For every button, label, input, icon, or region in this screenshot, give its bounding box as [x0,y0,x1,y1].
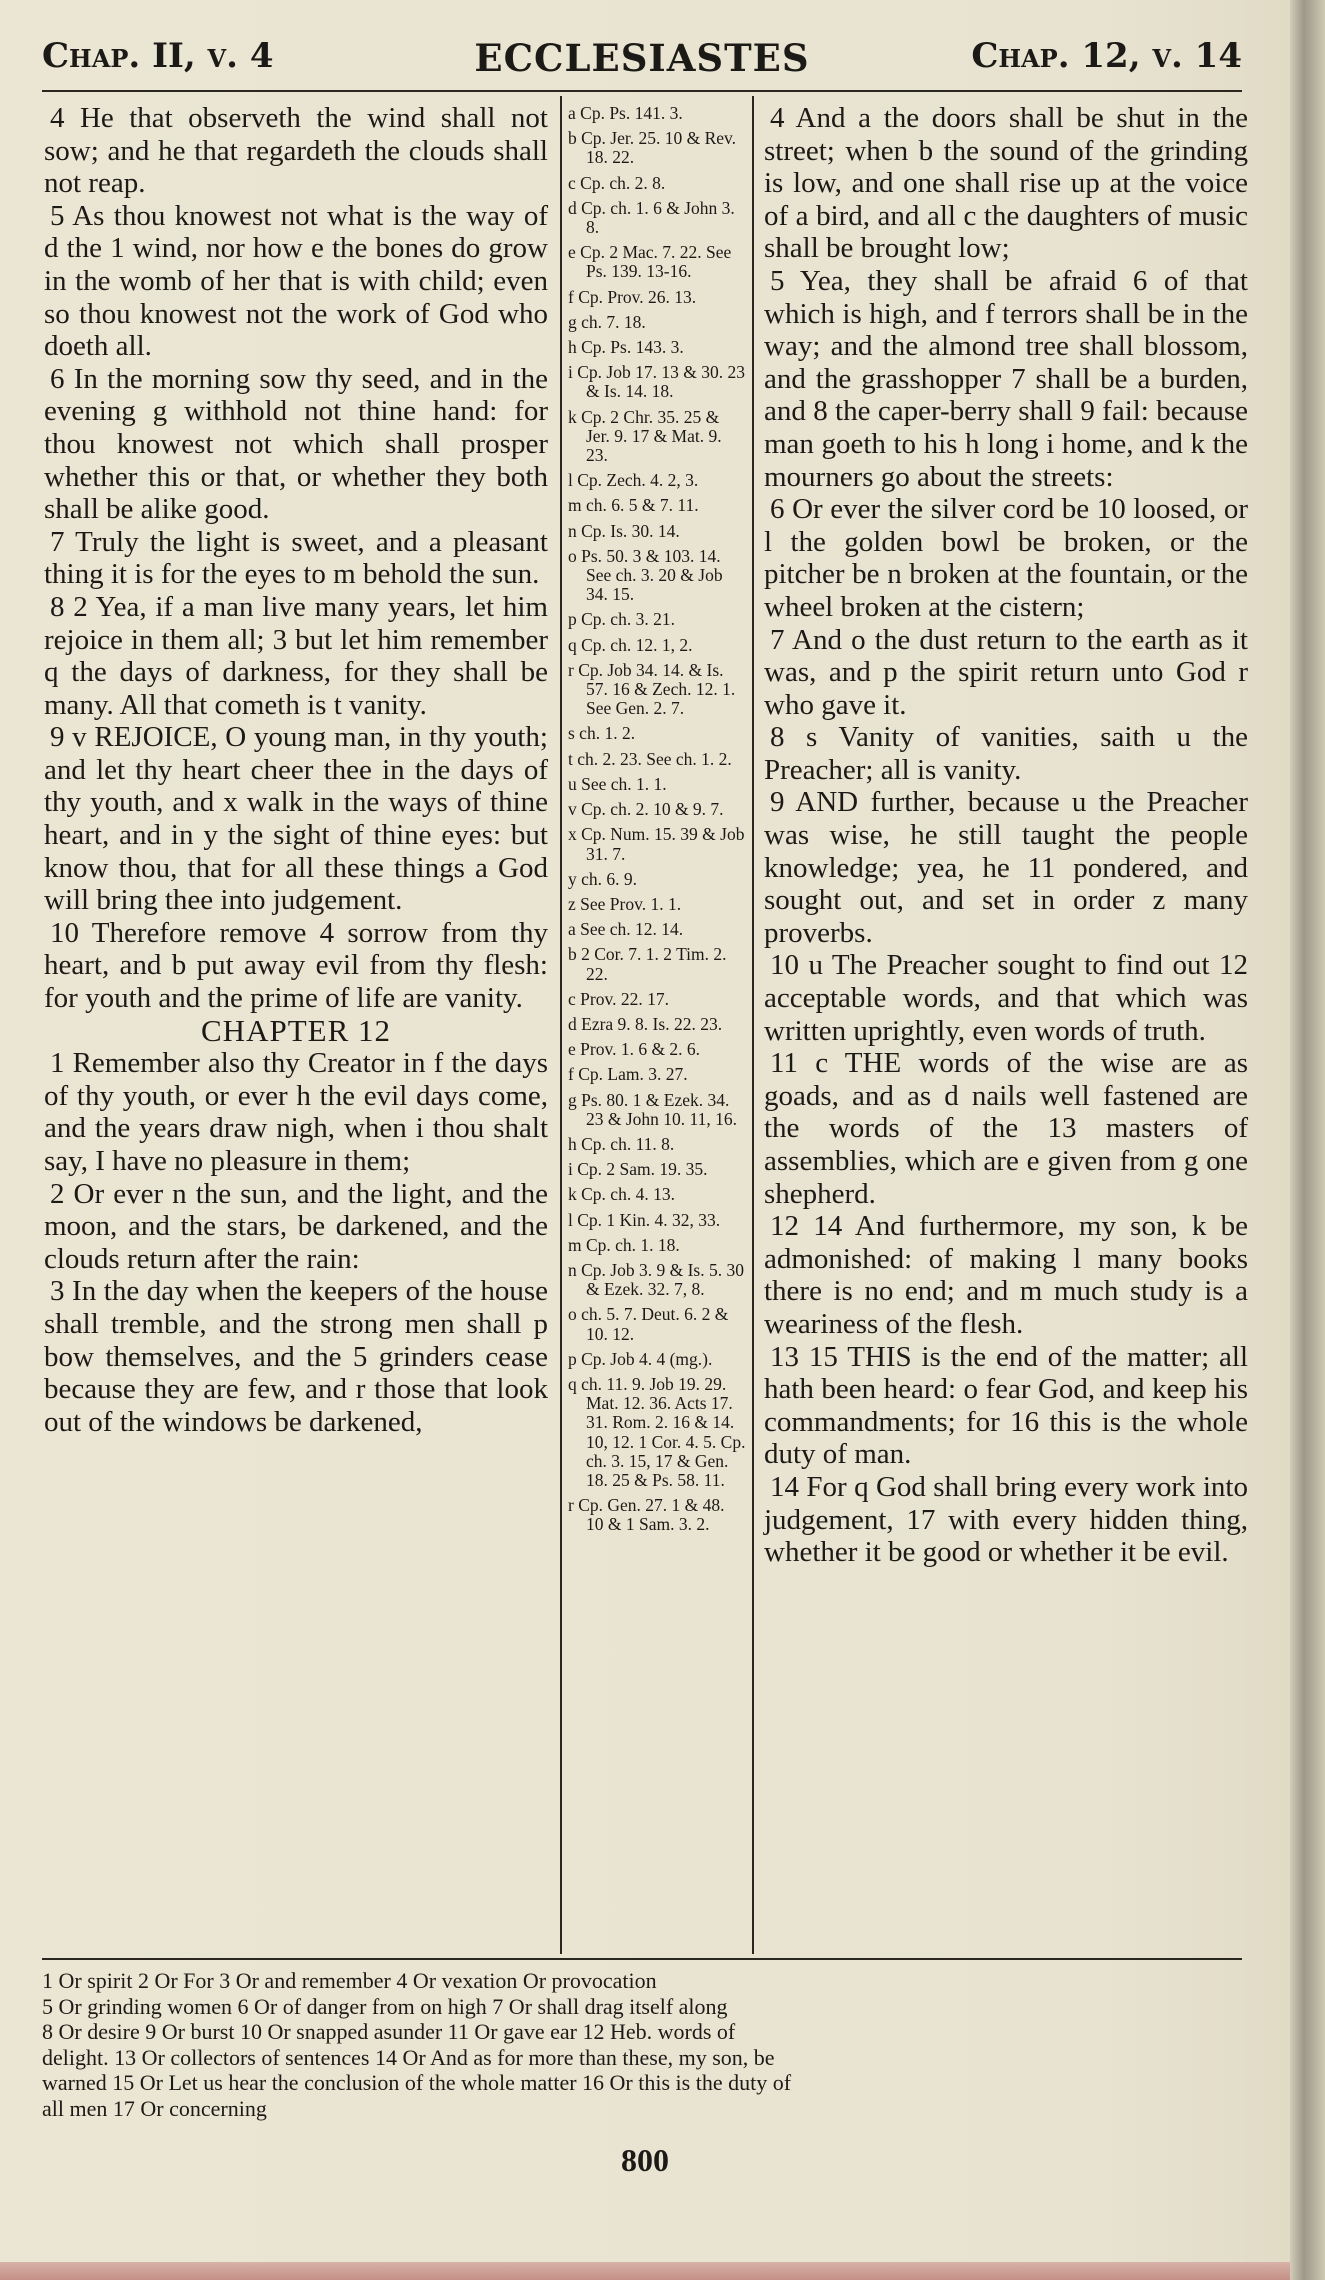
cross-reference: k Cp. ch. 4. 13. [568,1184,675,1205]
cross-reference: i Cp. Job 17. 13 & 30. 23 & Is. 14. 18. [568,362,745,402]
chapter-heading: CHAPTER 12 [201,1012,391,1048]
cross-reference: e Prov. 1. 6 & 2. 6. [568,1039,701,1060]
verse: 6 In the morning sow thy seed, and in the evening g withhold not thine hand: for thou knowest not which shall prosper whether this or that, or whether they both shall be alike good. [44,362,548,526]
verse: 10 u The Preacher sought to find out 12 acceptable words, and that which was written uprightly, even words of truth. [764,949,1248,1047]
verse: 6 Or ever the silver cord be 10 loosed, or l the golden bowl be broken, or the pitcher be n broken at the fountain, or the wheel broken at the cistern; [764,493,1248,623]
cross-reference: z See Prov. 1. 1. [568,893,682,914]
cross-reference: o Ps. 50. 3 & 103. 14. See ch. 3. 20 & Job 34. 15. [568,545,723,605]
verse: 2 Or ever n the sun, and the light, and the moon, and the stars, be darkened, and the clouds return after the rain: [44,1177,548,1275]
cross-reference: l Cp. 1 Kin. 4. 32, 33. [568,1209,721,1230]
column-divider-right [752,96,754,1954]
cross-reference: p Cp. Job 4. 4 (mg.). [568,1348,713,1369]
cross-reference: f Cp. Lam. 3. 27. [568,1064,688,1085]
cross-reference: x Cp. Num. 15. 39 & Job 31. 7. [568,824,745,864]
book-spine-edge [1290,0,1325,2280]
verse: 12 14 And furthermore, my son, k be admonished: of making l many books there is no end; and m much study is a weariness of the flesh. [764,1210,1248,1340]
cross-reference: v Cp. ch. 2. 10 & 9. 7. [568,799,724,820]
footnote-line: 8 Or desire 9 Or burst 10 Or snapped asunder 11 Or gave ear 12 Heb. words of [42,2019,736,2044]
page-bottom-edge [0,2262,1290,2280]
cross-reference: c Cp. ch. 2. 8. [568,172,666,193]
cross-reference: l Cp. Zech. 4. 2, 3. [568,470,699,491]
verse: 3 In the day when the keepers of the house shall tremble, and the strong men shall p bow themselves, and the 5 grinders cease because they are few, and r those that look out of the windows be darkened, [44,1275,548,1438]
cross-reference: u See ch. 1. 1. [568,773,667,794]
cross-reference: a See ch. 12. 14. [568,919,684,940]
cross-reference: h Cp. Ps. 143. 3. [568,337,684,358]
verse: 8 2 Yea, if a man live many years, let him rejoice in them all; 3 but let him remember q the days of darkness, for they shall be many. All that cometh is t vanity. [44,590,548,721]
cross-reference: g Ps. 80. 1 & Ezek. 34. 23 & John 10. 11, 16. [568,1089,738,1129]
cross-reference: q Cp. ch. 12. 1, 2. [568,634,693,655]
cross-reference: s ch. 1. 2. [568,723,636,744]
verse: 8 s Vanity of vanities, saith u the Preacher; all is vanity. [764,721,1248,786]
verse: 7 Truly the light is sweet, and a pleasant thing it is for the eyes to m behold the sun. [44,525,548,591]
cross-reference: d Cp. ch. 1. 6 & John 3. 8. [568,197,735,238]
cross-reference: b 2 Cor. 7. 1. 2 Tim. 2. 22. [568,944,727,984]
header-left-reference: Chap. II, v. 4 [42,36,274,76]
verse: 4 He that observeth the wind shall not sow; and he that regardeth the clouds shall not reap. [44,102,548,200]
cross-reference: o ch. 5. 7. Deut. 6. 2 & 10. 12. [568,1304,729,1344]
cross-reference: i Cp. 2 Sam. 19. 35. [568,1159,708,1180]
column-divider-left [560,96,562,1954]
cross-reference: e Cp. 2 Mac. 7. 22. See Ps. 139. 13-16. [568,242,732,282]
cross-reference: q ch. 11. 9. Job 19. 29. Mat. 12. 36. Acts 17. 31. Rom. 2. 16 & 14. 10, 12. 1 Cor. 4. 5. Cp. ch. 3. 15, 17 & Gen. 18. 25 & Ps. 58. 11. [568,1373,746,1490]
footnotes [42,1968,1242,2121]
verse: 14 For q God shall bring every work into judgement, 17 with every hidden thing, whether it be good or whether it be evil. [764,1470,1248,1569]
cross-reference: r Cp. Job 34. 14. & Is. 57. 16 & Zech. 12. 1. See Gen. 2. 7. [568,659,736,719]
cross-reference-column [568,104,746,1541]
footnote-line: 5 Or grinding women 6 Or of danger from on high 7 Or shall drag itself along [42,1993,728,2019]
cross-reference: m Cp. ch. 1. 18. [568,1234,680,1255]
verse: 5 As thou knowest not what is the way of d the 1 wind, nor how e the bones do grow in the womb of her that is with child; even so thou knowest not the work of God who doeth all. [44,199,548,363]
cross-reference: b Cp. Jer. 25. 10 & Rev. 18. 22. [568,128,737,168]
right-text-column [764,102,1248,1569]
cross-reference: a Cp. Ps. 141. 3. [568,103,683,123]
verse: 9 v REJOICE, O young man, in thy youth; and let thy heart cheer thee in the days of thy youth, and x walk in the ways of thine heart, and in y the sight of thine eyes: but know thou, that for all these things a God will bring thee into judgement. [44,721,548,917]
cross-reference: c Prov. 22. 17. [568,988,669,1009]
cross-reference: n Cp. Job 3. 9 & Is. 5. 30 & Ezek. 32. 7, 8. [568,1259,744,1300]
cross-reference: d Ezra 9. 8. Is. 22. 23. [568,1013,723,1034]
cross-reference: r Cp. Gen. 27. 1 & 48. 10 & 1 Sam. 3. 2. [568,1495,725,1535]
cross-reference: n Cp. Is. 30. 14. [568,520,680,541]
footnote-rule [42,1958,1242,1960]
verse: 7 And o the dust return to the earth as it was, and p the spirit return unto God r who gave it. [764,623,1248,721]
cross-reference: m ch. 6. 5 & 7. 11. [568,495,699,516]
cross-reference: g ch. 7. 18. [568,311,646,332]
header-right-reference: Chap. 12, v. 14 [971,36,1242,76]
verse: 5 Yea, they shall be afraid 6 of that which is high, and f terrors shall be in the way; and the almond tree shall blossom, and the grasshopper 7 shall be a burden, and 8 the caper-berry shall 9 fail: because man goeth to his h long i home, and k the mourners go about the streets: [764,264,1248,493]
footnote-line: delight. 13 Or collectors of sentences 14 Or And as for more than these, my son, be [42,2044,775,2070]
verse: 10 Therefore remove 4 sorrow from thy heart, and b put away evil from thy flesh: for youth and the prime of life are vanity. [44,916,548,1015]
verse: 4 And a the doors shall be shut in the street; when b the sound of the grinding is low, and one shall rise up at the voice of a bird, and all c the daughters of music shall be brought low; [764,102,1248,265]
cross-reference: f Cp. Prov. 26. 13. [568,286,697,307]
verse: 1 Remember also thy Creator in f the days of thy youth, or ever h the evil days come, and the years draw nigh, when i thou shalt say, I have no pleasure in them; [44,1047,548,1177]
cross-reference: y ch. 6. 9. [568,868,638,889]
header-rule [42,90,1242,92]
footnote-line: warned 15 Or Let us hear the conclusion of the whole matter 16 Or this is the duty of [42,2070,792,2095]
cross-reference: k Cp. 2 Chr. 35. 25 & Jer. 9. 17 & Mat. 9. 23. [568,406,722,466]
book-title: ECCLESIASTES [474,36,810,80]
left-text-column [44,102,548,1438]
cross-reference: p Cp. ch. 3. 21. [568,609,675,630]
footnote-line: 1 Or spirit 2 Or For 3 Or and remember 4 Or vexation Or provocation [42,1968,657,1993]
verse: 13 15 THIS is the end of the matter; all hath been heard: o fear God, and keep his commandments; for 16 this is the whole duty of man. [764,1340,1248,1471]
verse: 11 c THE words of the wise are as goads, and as d nails well fastened are the words of the 13 masters of assemblies, which are e given from g one shepherd. [764,1047,1248,1210]
cross-reference: h Cp. ch. 11. 8. [568,1133,675,1154]
page-number: 800 [621,2142,669,2178]
footnote-line: all men 17 Or concerning [42,2095,267,2121]
verse: 9 AND further, because u the Preacher was wise, he still taught the people knowledge; yea, he 11 pondered, and sought out, and set in order z many proverbs. [764,786,1248,949]
cross-reference: t ch. 2. 23. See ch. 1. 2. [568,748,732,769]
running-header [42,36,1242,86]
